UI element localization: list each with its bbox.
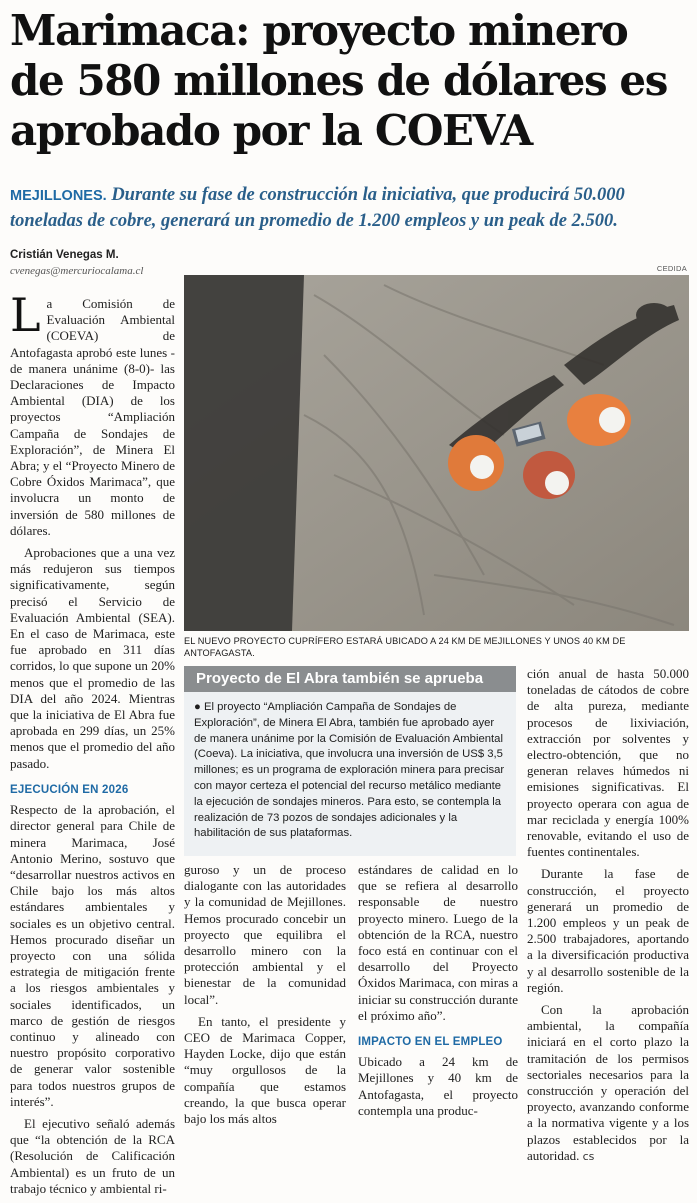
paragraph: El ejecutivo señaló además que “la obtención de la RCA (Resolución de Calificación Ambiental) es un fruto de un trabajo técnico y ambiental ri-	[10, 1115, 175, 1196]
column-2	[184, 862, 346, 1133]
paragraph: Durante la fase de construcción, el proyecto generará un promedio de 1.200 empleos y un peak de 2.500 trabajadores, aportando a la diversificación productiva y al desarrollo sostenible de la región.	[527, 866, 689, 995]
paragraph: En tanto, el presidente y CEO de Marimaca Copper, Hayden Locke, dijo que están “muy orgullosos de la compañía que estamos creando, la que busca operar bajo los más altos	[184, 1013, 346, 1127]
paragraph: ción anual de hasta 50.000 toneladas de cátodos de cobre de alta pureza, mediante procesos de lixiviación, extracción por solventes y electro-obtención, que no generan relaves húmedos ni emisiones significativas. El proyecto operara con agua de mar reciclada y energía 100% renovable, evitando el uso de fuentes continentales.	[527, 666, 689, 860]
deck-text: Durante su fase de construcción la iniciativa, que producirá 50.000 toneladas de cobre, generará un promedio de 1.200 empleos y un peak de 2.500.	[10, 185, 625, 231]
deck	[10, 183, 690, 234]
paragraph	[527, 1002, 689, 1165]
column-1	[10, 288, 175, 1203]
aerial-photo-illustration	[184, 275, 689, 631]
paragraph	[10, 288, 175, 539]
author-email: cvenegas@mercuriocalama.cl	[10, 265, 144, 277]
photo-caption: EL NUEVO PROYECTO CUPRÍFERO ESTARÁ UBICADO A 24 KM DE MEJILLONES Y UNOS 40 KM DE ANTOFAGASTA.	[184, 636, 626, 658]
paragraph: Respecto de la aprobación, el director general para Chile de minera Marimaca, José Antonio Merino, sostuvo que “desarrollar nuestros activos en Chile bajo los más altos estándares ambientales y sociales es un objetivo central. Hemos procurado diseñar un proyecto con una sólida estrategia de mitigación frente a los riesgos ambientales y sociales identificados, un marco de gestión de riesgos continuo y alineado con nuestro propósito corporativo de generar valor sostenible para todos nuestros grupos de interés”.	[10, 802, 175, 1109]
author-name: Cristián Venegas M.	[10, 249, 119, 261]
paragraph: Aprobaciones que a una vez más redujeron sus tiempos significativamente, según precisó el Servicio de Evaluación Ambiental (SEA). En el caso de Marimaca, este fue aprobado en 311 días corridos, lo que supone un 20% menos que el promedio de las DIA del año 2024. Mientras que la iniciativa de El Abra fue aprobada en 299 días, un 25% menos que el promedio del año pasado.	[10, 545, 175, 771]
sidebar-box-text: ● El proyecto “Ampliación Campaña de Sondajes de Exploración”, de Minera El Abra, también fue aprobado ayer de manera unánime por la Comisión de Evaluación Ambiental (Coeva). La iniciativa, que involucra una inversión de US$ 3,5 millones; es un programa de exploración minera para precisar con mayor certeza el potencial del recurso metálico mediante la ejecución de sondajes mineros. Para esto, se contempla la realización de 73 pozos de sondajes adicionales y la habilitación de sus plataformas.	[194, 701, 505, 840]
dropcap: L	[10, 288, 41, 342]
section-heading: IMPACTO EN EL EMPLEO	[358, 1036, 503, 1049]
section-heading: EJECUCIÓN EN 2026	[10, 783, 129, 796]
paragraph-text: Con la aprobación ambiental, la compañía iniciará en el corto plazo la tramitación de los permisos sectoriales necesarios para la construcción y operación del proyecto, avanzando conforme a la normativa vigente y a los plazos establecidos por la autoridad.	[527, 1002, 689, 1163]
photo-credit: CEDIDA	[656, 264, 687, 273]
paragraph: estándares de calidad en lo que se refiera al desarrollo responsable de nuestro proyecto minero. Luego de la obtención de la RCA, nuestro foco está en continuar con el desarrollo del Proyecto Óxidos Marimaca, con miras a iniciar su construcción durante el próximo año”.	[358, 862, 518, 1023]
sidebar-box-title: Proyecto de El Abra también se aprueba	[184, 666, 516, 692]
sidebar-box	[184, 666, 516, 856]
headline: Marimaca: proyecto minero de 580 millones de dólares es aprobado por la COEVA	[10, 6, 667, 155]
paragraph-text: a Comisión de Evaluación Ambiental (COEVA) de Antofagasta aprobó este lunes -de manera unánime (8-0)- las Declaraciones de Impacto Ambiental (DIA) de los proyectos “Ampliación Campaña de Sondajes de Exploración”, de Minera El Abra; y el “Proyecto Minero de Cobre Óxidos Marimaca”, que involucra un monto de inversión de 580 millones de dólares.	[10, 296, 175, 538]
column-4	[527, 666, 689, 1171]
deck-kicker: MEJILLONES.	[10, 188, 107, 204]
paragraph: guroso y un de proceso dialogante con las autoridades y la comunidad de Mejillones. Hemos procurado concebir un proyecto que equilibra el desarrollo minero con la protección ambiental y el bienestar de la comunidad local”.	[184, 862, 346, 1007]
aerial-photo	[184, 275, 689, 631]
paragraph: Ubicado a 24 km de Mejillones y 40 km de Antofagasta, el proyecto contempla una produc-	[358, 1054, 518, 1118]
end-mark: cs	[582, 1149, 595, 1163]
column-3	[358, 862, 518, 1125]
